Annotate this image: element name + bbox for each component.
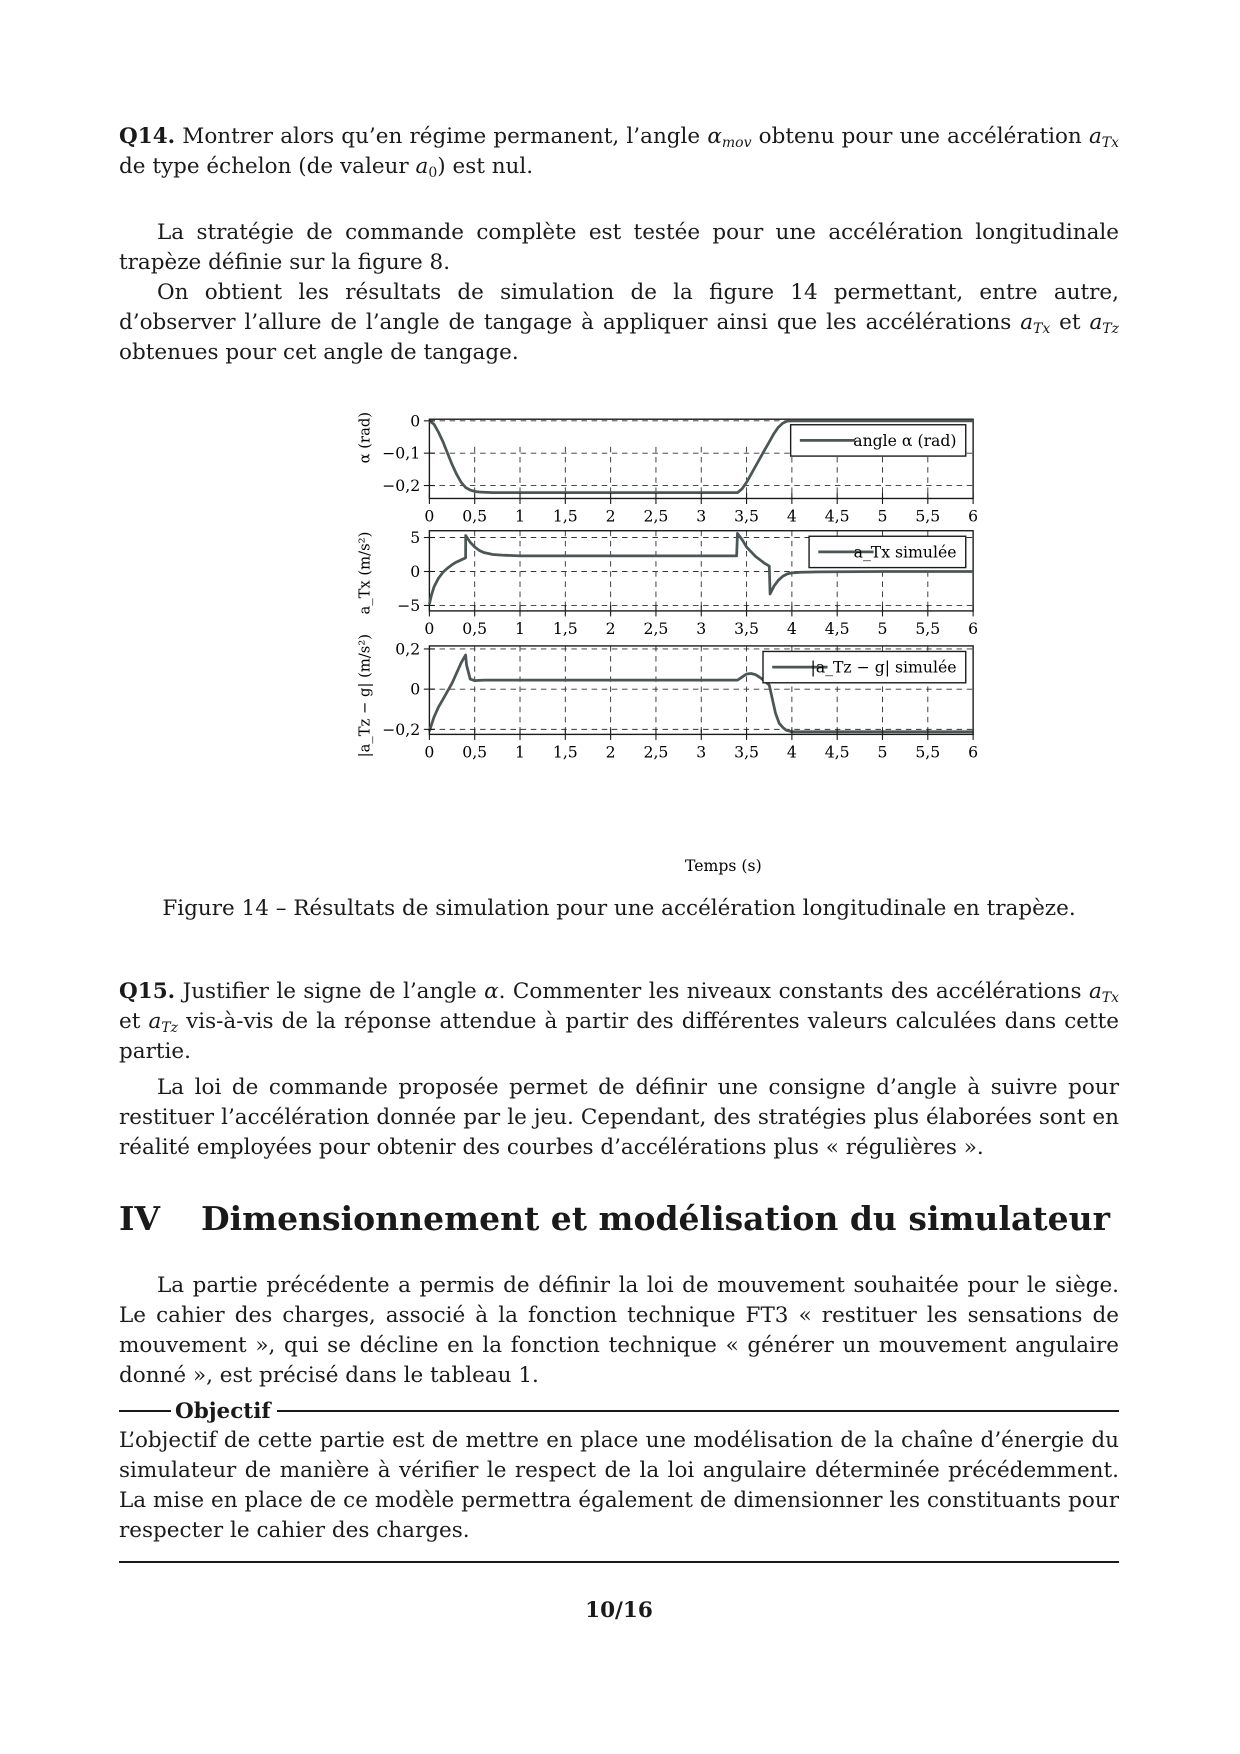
para2-text-b: et [1050, 310, 1090, 335]
q14-text-d: ) est nul. [437, 154, 534, 179]
q14-alpha: α [707, 124, 722, 149]
para2-text-a: On obtient les résultats de simulation de la figure 14 permettant, entre autre, d’observer l’allure de l’angle de tangage à appliquer ainsi que les accélérations [119, 280, 1119, 335]
y-tick-label: 0 [410, 679, 421, 699]
objectif-box [119, 1396, 1119, 1563]
y-tick-label: 5 [410, 528, 421, 548]
x-tick-label: 1 [515, 742, 525, 762]
x-tick-label: 1 [515, 618, 525, 638]
x-tick-label: 1,5 [552, 618, 578, 638]
q14-a0: a [415, 154, 429, 179]
paragraph-4-text: La partie précédente a permis de définir la loi de mouvement souhaitée pour le siège. Le cahier des charges, associé à la fonction technique FT3 « restituer les sensations de mouvement », qui se décline en la fonction technique « générer un mouvement angulaire donné », est précisé dans le tableau 1. [119, 1273, 1119, 1388]
x-tick-label: 0,5 [462, 506, 488, 526]
section-title: Dimensionnement et modélisation du simulateur [201, 1199, 1110, 1238]
x-tick-label: 2 [605, 618, 616, 638]
x-tick-label: 0,5 [462, 742, 488, 762]
x-tick-label: 5,5 [915, 618, 941, 638]
x-tick-label: 6 [968, 618, 979, 638]
x-tick-label: 3,5 [734, 618, 760, 638]
q14-text-b: obtenu pour une accélération [751, 124, 1089, 149]
x-tick-label: 4 [786, 742, 797, 762]
paragraph-3-text: La loi de commande proposée permet de définir une consigne d’angle à suivre pour restituer l’accélération donnée par le jeu. Cependant, des stratégies plus élaborées sont en réalité employées pour obtenir des courbes d’accélérations plus « régulières ». [119, 1075, 1119, 1160]
x-tick-label: 6 [968, 506, 979, 526]
chart-panel-3 [356, 634, 978, 761]
y-tick-label: −5 [397, 595, 421, 615]
x-tick-label: 1,5 [552, 506, 578, 526]
x-tick-label: 4,5 [824, 506, 850, 526]
x-tick-label: 2,5 [643, 618, 669, 638]
y-tick-label: 0 [410, 562, 421, 582]
x-tick-label: 0 [424, 618, 435, 638]
x-tick-label: 2,5 [643, 506, 669, 526]
x-tick-label: 1 [515, 506, 525, 526]
chart-panel-1 [356, 411, 978, 525]
y-tick-label: −0,2 [382, 476, 421, 496]
y-tick-label: 0 [410, 411, 421, 431]
y-axis-label: a_Tx (m/s²) [356, 531, 374, 615]
x-tick-label: 3 [696, 506, 707, 526]
figure-caption: Figure 14 – Résultats de simulation pour une accélération longitudinale en trapèze. [162, 896, 1076, 921]
x-tick-label: 5 [877, 742, 888, 762]
x-tick-label: 5 [877, 618, 888, 638]
page-number: 10/16 [585, 1598, 653, 1623]
objectif-rule-bottom [119, 1561, 1119, 1563]
section-heading [119, 1199, 1110, 1238]
q14-label: Q14. [119, 124, 176, 149]
paragraph-1 [119, 218, 1119, 278]
q15-label: Q15. [119, 979, 176, 1004]
y-tick-label: 0,2 [395, 639, 421, 659]
q15-text-a: Justifier le signe de l’angle [175, 979, 485, 1004]
x-tick-label: 2 [605, 742, 616, 762]
objectif-header [119, 1396, 1119, 1426]
x-tick-label: 4 [786, 506, 797, 526]
q14-sub-mov: mov [721, 135, 752, 151]
para2-text-c: obtenues pour cet angle de tangage. [119, 340, 519, 365]
x-tick-label: 2,5 [643, 742, 669, 762]
paragraph-4 [119, 1271, 1119, 1391]
q14-sub-0: 0 [428, 165, 438, 181]
paragraph-3 [119, 1073, 1119, 1163]
q15-text-d: vis-à-vis de la réponse attendue à partir des différentes valeurs calculées dans cette partie. [119, 1009, 1120, 1064]
x-tick-label: 4 [786, 618, 797, 638]
figure-14 [219, 410, 1119, 880]
paragraph-2: On obtient les résultats de simulation de la figure 14 permettant, entre autre, d’observer l’allure de l’angle de tangage à appliquer ainsi que les accélérations $a_{Tx}$ et $a_{Tz}$ obtenues pour cet angle de tangage. [119, 280, 1119, 365]
objectif-rule-left [119, 1410, 171, 1412]
x-tick-label: 1,5 [552, 742, 578, 762]
x-tick-label: 2 [605, 506, 616, 526]
y-tick-label: −0,1 [382, 443, 421, 463]
x-tick-label: 4,5 [824, 742, 850, 762]
x-tick-label: 0 [424, 506, 435, 526]
q15-text-b: . Commenter les niveaux constants des accélérations [498, 979, 1089, 1004]
y-axis-label: α (rad) [356, 411, 374, 464]
q14-sub-tx: Tx [1101, 135, 1119, 151]
question-q14 [119, 122, 1119, 182]
x-tick-label: 3,5 [734, 742, 760, 762]
legend-label: |a_Tz − g| simulée [810, 657, 957, 677]
x-tick-label: 4,5 [824, 618, 850, 638]
legend-label: a_Tx simulée [853, 542, 957, 562]
q14-text-c: de type échelon (de valeur [119, 154, 416, 179]
section-number: IV [119, 1199, 161, 1238]
legend-label: angle α (rad) [853, 430, 957, 450]
y-tick-label: −0,2 [382, 719, 421, 739]
x-tick-label: 3 [696, 742, 707, 762]
paragraph-1-text: La stratégie de commande complète est testée pour une accélération longitudinale trapèze définie sur la figure 8. [119, 220, 1119, 275]
question-q15: Q15. Justifier le signe de l’angle α. Commenter les niveaux constants des accélérations $a_{Tx}$ et $a_{Tz}$ vis-à-vis de la réponse attendue à partir des différentes valeurs calculées dans cette partie. [119, 979, 1120, 1064]
document-page [119, 0, 1119, 1754]
x-tick-label: 6 [968, 742, 979, 762]
x-tick-label: 5,5 [915, 506, 941, 526]
q14-a: a [1088, 124, 1102, 149]
x-tick-label: 3,5 [734, 506, 760, 526]
x-axis-label: Temps (s) [685, 855, 762, 875]
q15-text-c: et [119, 1009, 149, 1034]
x-tick-label: 5 [877, 506, 888, 526]
objectif-title: Objectif [175, 1398, 271, 1424]
x-tick-label: 3 [696, 618, 707, 638]
objectif-text: L’objectif de cette partie est de mettre en place une modélisation de la chaîne d’énergie du simulateur de manière à vérifier le respect de la loi angulaire déterminée précédemment. La mise en place de ce modèle permettra également de dimensionner les constituants pour respecter le cahier des charges. [119, 1428, 1119, 1543]
chart-panel-2 [356, 528, 978, 638]
y-axis-label: |a_Tz − g| (m/s²) [356, 633, 374, 758]
x-tick-label: 0 [424, 742, 435, 762]
x-tick-label: 5,5 [915, 742, 941, 762]
x-tick-label: 0,5 [462, 618, 488, 638]
q14-text: Montrer alors qu’en régime permanent, l’angle [175, 124, 708, 149]
objectif-rule-right [277, 1410, 1119, 1412]
